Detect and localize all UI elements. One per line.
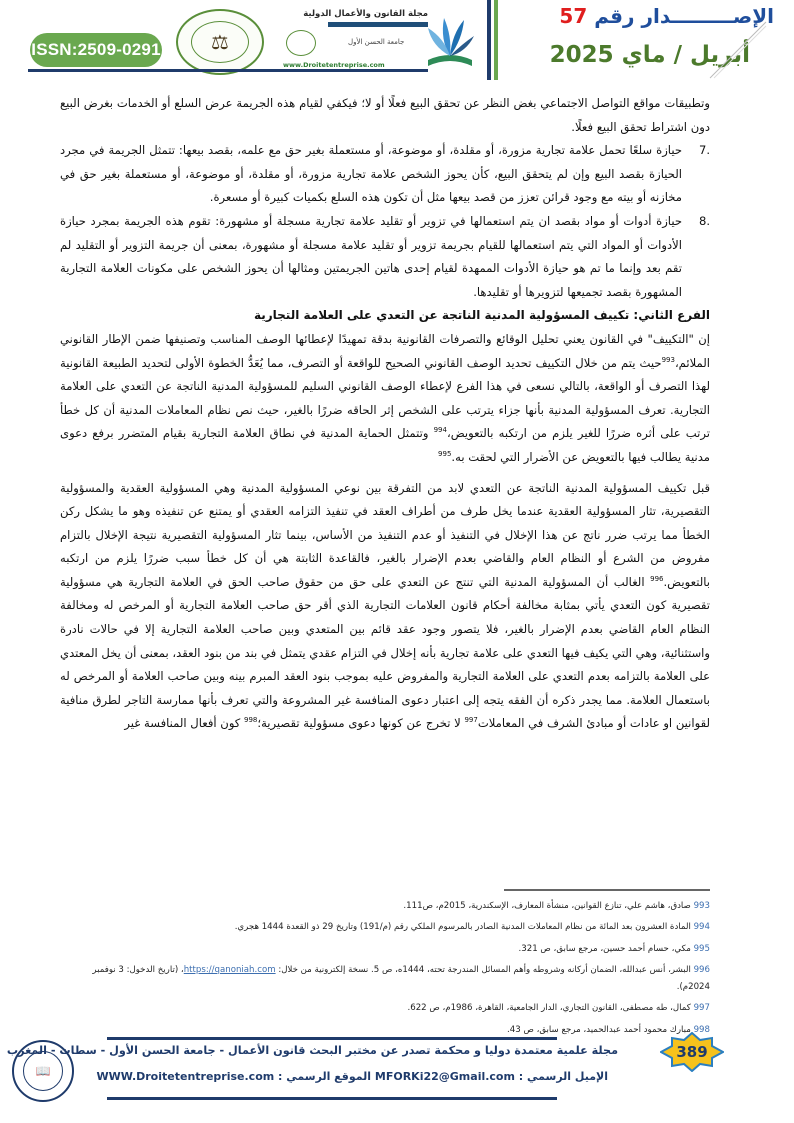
footnote-ref-998[interactable]: 998 [244, 716, 258, 725]
footnote-ref-997[interactable]: 997 [464, 716, 478, 725]
footnotes [60, 896, 710, 1041]
header-rule [28, 69, 428, 72]
paragraph-classification [60, 328, 710, 470]
seal-book-icon: 📖 [35, 1064, 51, 1078]
journal-logo [280, 6, 478, 70]
journal-logo-title: مجلة القانون والأعمال الدولية [303, 9, 428, 19]
paragraph-text: إن "التكييف" في القانون يعني تحليل الوقائع والتصرفات القانونية بدقة تمهيدًا لإعطائها الوصف المناسب وتصنيفها ضمن الإطار القانوني الملائم، [60, 331, 710, 370]
research-lab-seal-logo [176, 9, 264, 75]
page-number: 389 [676, 1043, 708, 1061]
footnote-text: المادة العشرون بعد المائة من نظام المعاملات المدنية الصادر بالمرسوم الملكي رقم (م/191) وتاريخ 29 ذو القعدة 1444 هجري. [234, 922, 691, 933]
footnote-number[interactable]: 993 [693, 901, 710, 911]
site-url[interactable]: WWW.Droitetentreprise.com [96, 1070, 275, 1083]
footnote-995 [60, 939, 710, 960]
footnote-ref-994[interactable]: 994 [433, 426, 447, 435]
footnote-text: كمال، طه مصطفى، القانون التجاري، الدار الجامعية، القاهرة، 1986م، ص 622. [407, 1003, 691, 1014]
footnote-994 [60, 917, 710, 938]
issue-date: أبريل / ماي 2025 [549, 42, 750, 68]
footnote-number[interactable]: 998 [693, 1024, 710, 1035]
lab-seal-small-icon [286, 30, 316, 56]
footnote-separator [504, 889, 710, 891]
footer-contact-line [96, 1070, 608, 1083]
paragraph-text: قبل تكييف المسؤولية المدنية الناتجة عن التعدي لابد من التفرقة بين نوعي المسؤولية المدنية وهي المسؤولية العقدية والمسؤولية التقصيرية، تثار المسؤولية العقدية عندما يخل طرف من أطراف العقد في تنفيذ التزامه العقدي أو يمتنع عن تنفيذه وهو ما يشكل ركن الخطأ مما يرتب ضرر ناتج عن هذا الإخلال في التنفيذ أو عدم التنفيذ من الأساس، بينما تثار المسؤولية التقصيرية نتيجة الإخلال بالتزام مفروض من الشرع أو النظام العام والقاضي بعدم الإضرار بالغير، فالقاعدة الثابتة هي أن كل خطأ سبب ضررًا يلزم من ارتكبه بالتعويض. [60, 480, 710, 589]
paragraph-gap [60, 470, 710, 477]
footnote-993 [60, 896, 710, 917]
list-item-text: حيازة سلعًا تحمل علامة تجارية مزورة، أو مقلدة، أو موضوعة، أو مستعملة بغير حق مع علمه، بقصد بيعها: تتمثل الجريمة في مجرد الحيازة بقصد البيع وإن لم يتحقق البيع، كأن يحوز الشخص علامة تجارية مزورة، أو مقلدة، أو موضوعة، أو مستعملة بغير حق في مخازنه أو بيته مع وجود قرائن تعزز من قصد بيعها مثل أن تكون هذه السلع بكميات كبيرة أو مسعرة. [60, 143, 682, 205]
list-number: 7. [698, 143, 710, 158]
footnote-ref-996[interactable]: 996 [650, 575, 664, 584]
paragraph-liability-types [60, 477, 710, 737]
university-name: جامعة الحسن الأول [348, 38, 405, 46]
footnote-997 [60, 998, 710, 1019]
footer-bottom-rule [107, 1097, 557, 1100]
footnote-number[interactable]: 996 [693, 965, 710, 976]
page-footer [0, 1030, 794, 1123]
footnote-text: مكي، حسام أحمد حسين، مرجع سابق، ص 321. [518, 943, 691, 954]
footnote-ref-993[interactable]: 993 [661, 355, 675, 364]
list-item-7 [60, 139, 710, 210]
email-address[interactable]: MFORKi22@Gmail.com [374, 1070, 515, 1083]
footer-top-rule [107, 1037, 557, 1040]
article-body [60, 92, 710, 736]
paragraph-text: لا تخرج عن كونها دعوى مسؤولية تقصيرية؛ [257, 716, 465, 731]
site-label: الموقع الرسمي : [274, 1070, 375, 1083]
paragraph-text: كون أفعال المنافسة غير [124, 716, 245, 731]
continuation-paragraph: وتطبيقات مواقع التواصل الاجتماعي بغض النظر عن تحقق البيع فعلًا أو لا؛ فيكفي لقيام هذه الجريمة عرض السلع أو الخدمات بغرض البيع دون اشتراط تحقق البيع فعلًا. [60, 96, 710, 134]
footnote-number[interactable]: 995 [693, 943, 710, 954]
footer-journal-description: مجلة علمية معتمدة دوليا و محكمة تصدر عن مختبر البحث قانون الأعمال - جامعة الحسن الأول - سطات - المغرب [6, 1044, 618, 1057]
list-number: 8. [698, 213, 710, 228]
list-item-text: حيازة أدوات أو مواد بقصد ان يتم استعمالها في تزوير أو تقليد علامة تجارية مسجلة أو مشهورة: تقوم هذه الجريمة بمجرد حيازة الأدوات أو المواد التي يتم استعمالها للقيام بجريمة تزوير أو تقليد علامة مسجلة أو مشهورة، بمعنى أن جريمة التزوير أو التقليد لم تقم بعد وإنما ما تم هو حيازة الأدوات الممهدة لقيام إحدى هاتين الجريمتين ومثالها أن يحوز الشخص على مكونات العلامة التجارية المشهورة بقصد تجميعها لتزويرها أو تقليدها. [60, 213, 682, 299]
open-book-logo-icon [422, 10, 478, 72]
list-item-8 [60, 210, 710, 304]
journal-logo-band [328, 22, 428, 27]
page-header [0, 0, 794, 90]
paragraph-text: وتتمثل الحماية المدنية في نطاق العلامة التجارية بقيام المتضرر برفع دعوى مدنية يطالب فيها بالتعويض عن الأضرار التي لحقت به. [60, 426, 710, 464]
footnote-text: صادق، هاشم علي، تنازع القوانين، منشأة المعارف، الإسكندرية، 2015م، ص111. [403, 901, 691, 911]
journal-logo-url: www.Droitetentreprise.com [283, 61, 385, 69]
scales-of-justice-icon: ⚖ [211, 30, 229, 54]
header-vertical-bars [487, 0, 501, 80]
footnote-ref-995[interactable]: 995 [438, 450, 452, 459]
footnote-number[interactable]: 997 [693, 1003, 710, 1014]
email-label: الإميل الرسمي : [514, 1070, 608, 1083]
issue-number: 57 [559, 4, 588, 28]
footnote-996 [60, 960, 710, 998]
footnote-text: البشر، أنس عبدالله، الضمان أركانه وشروطه وأهم المسائل المندرجة تحته، 1444ه، ص 5. نسخة إلكترونية من خلال: [275, 965, 691, 976]
paragraph-text: حيث يتم من خلال التكييف تحديد الوصف القانوني الصحيح للواقعة أو التصرف، مما يُعَدُّ الخطوة الأولى لتحديد الطبيعة القانونية لهذا التصرف أو الواقعة، بالتالي نسعى في هذا الفرع لإعطاء الوصف القانوني السليم للمسؤولية المدنية الناتجة عن التعدي على العلامة التجارية. تعرف المسؤولية المدنية بأنها جزاء يترتب على الشخص إثر الحاقه ضررًا بالغير، حيث نص نظام المعاملات المدنية أن كل خطأ ترتب على أثره ضررًا للغير يلزم من ارتكبه بالتعويض، [60, 355, 710, 441]
footnote-text: مبارك محمود أحمد عبدالحميد، مرجع سابق، ص 43. [507, 1024, 691, 1035]
paragraph-text: الغالب أن المسؤولية المدنية التي تنتج عن التعدي على حق من حقوق صاحب الحق في العلامة التجارية هي مسؤولية تقصيرية كون التعدي يأتي بمثابة مخالفة أحكام قانون العلامات التجارية الذي أقر حق صاحب العلامة التجارية أو المرخص له ومخالفة النظام العام القاضي بعدم الإضرار بالغير، فلا يتصور وجود عقد قائم بين المتعدي وبين صاحب العلامة التجارية إلا في حالات نادرة واستثنائية، وهي التي يكيف فيها التعدي على علامة تجارية بأنه إخلال في التزام عقدي يتمثل في بند من بنود العقد، بمعنى أن يخل المعتدي على العلامة بالتزامه بعدم التعدي على العلامة التجارية والمفروض عليه بموجب بنود العقد المبرم بينه وبين صاحب العلامة أو المرخص له باستعمال العلامة. مما يجدر ذكره أن الفقه يتجه إلى اعتبار دعوى المنافسة غير المشروعة والتي تعرف بأنها ممارسة التاجر لطرق منافية لقوانين او عادات أو مبادئ الشرف في المعاملات [60, 574, 710, 731]
footnote-link-qanoniah[interactable]: https://qanoniah.com [183, 965, 276, 976]
decorative-diagonal-line [708, 20, 768, 80]
footnote-text: ، (تاريخ الدخول: 3 نوفمبر 2024م). [92, 965, 710, 993]
section-heading: الفرع الثاني: تكييف المسؤولية المدنية الناتجة عن التعدي على العلامة التجارية [253, 308, 710, 323]
page-number-badge [660, 1032, 724, 1072]
issn-badge: ISSN:2509-0291 [30, 33, 162, 67]
issue-prefix: الإصـــــــــدار رقم [587, 4, 774, 28]
footnote-number[interactable]: 994 [693, 922, 710, 933]
